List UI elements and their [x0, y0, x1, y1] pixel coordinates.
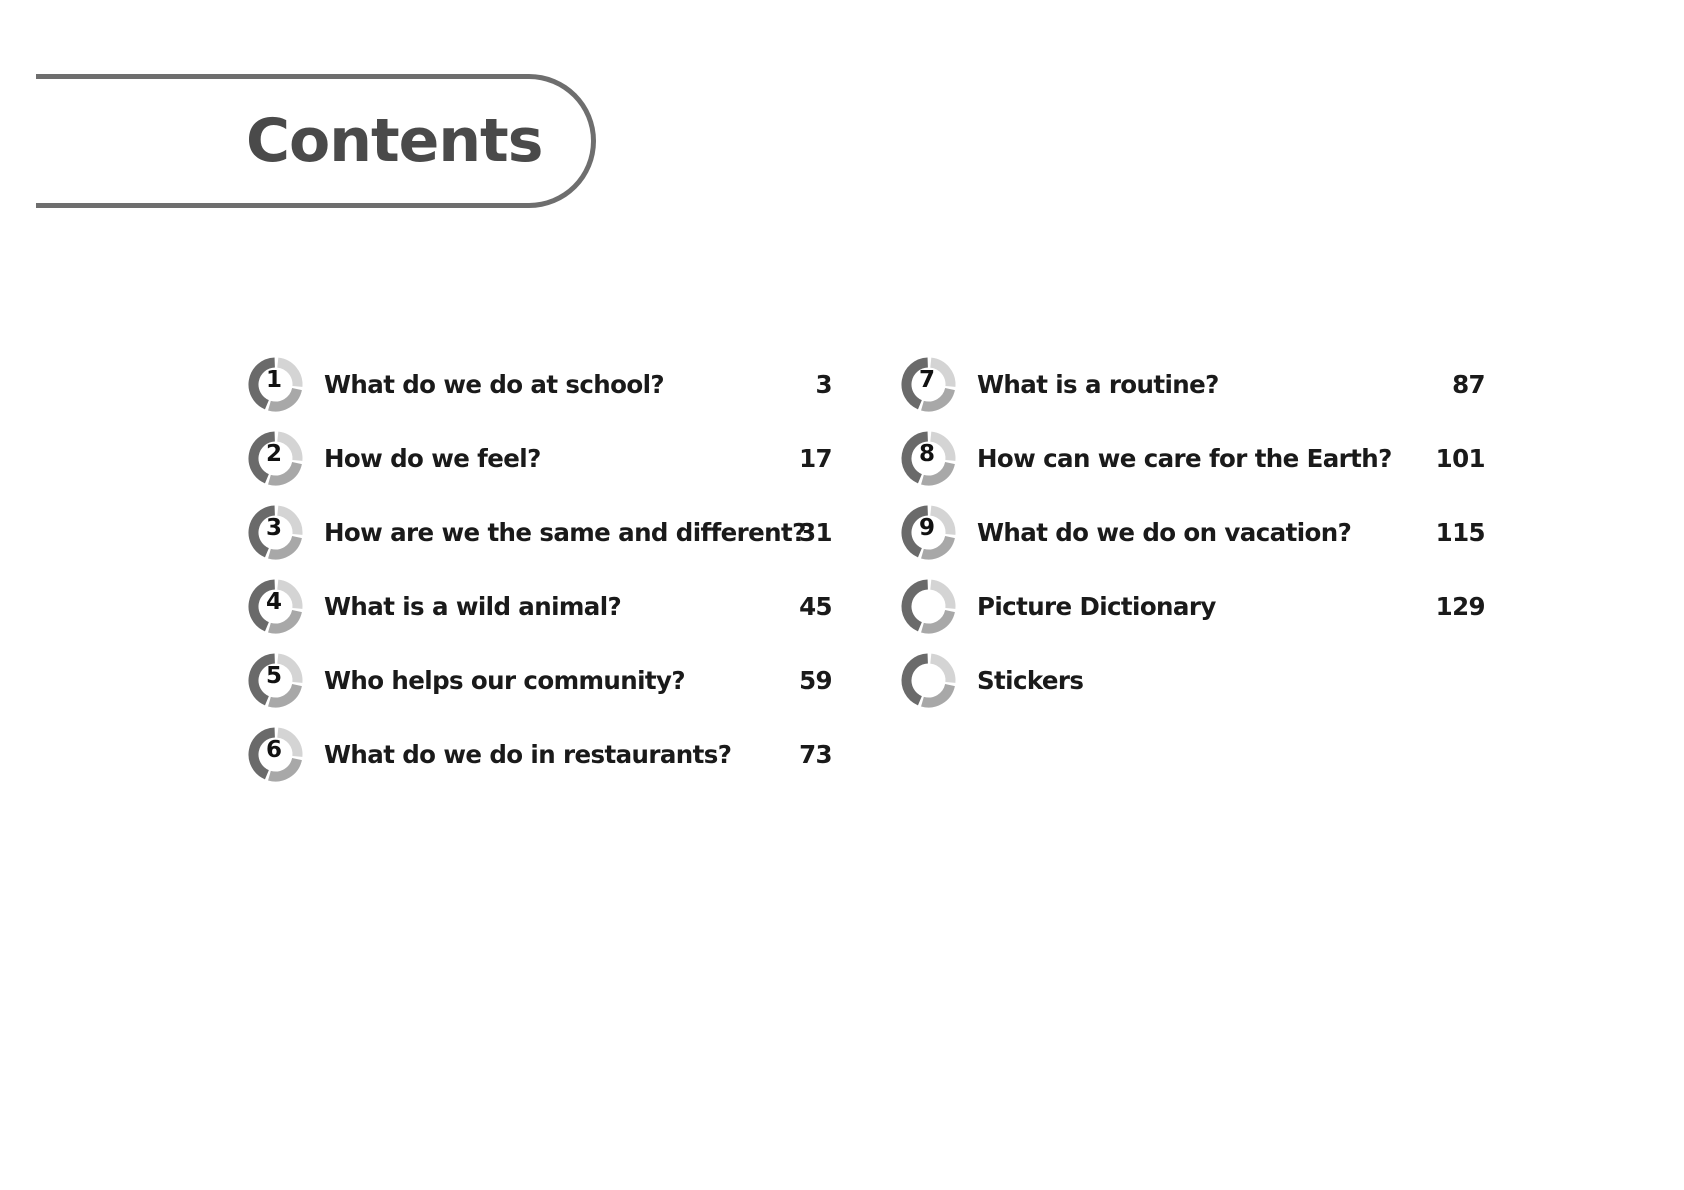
unit-number: 4	[265, 589, 282, 615]
unit-number: 9	[918, 515, 935, 541]
toc-item-title: What do we do at school?	[324, 370, 665, 399]
toc-item	[247, 726, 832, 800]
toc-item-title: What do we do in restaurants?	[324, 740, 732, 769]
toc-item-title: How can we care for the Earth?	[977, 444, 1392, 473]
toc-item-title: How are we the same and different?	[324, 518, 806, 547]
toc-item-page-number: 101	[1435, 444, 1485, 473]
toc-item-page-number: 31	[799, 518, 832, 547]
toc-item-page-number: 3	[815, 370, 832, 399]
unit-number: 3	[265, 515, 282, 541]
ring-icon	[900, 652, 957, 709]
toc-item-title: What is a routine?	[977, 370, 1219, 399]
toc-item-page-number: 73	[799, 740, 832, 769]
toc-item	[900, 430, 1485, 504]
toc-item	[247, 356, 832, 430]
unit-badge	[900, 504, 957, 561]
unit-badge	[247, 578, 304, 635]
unit-number: 5	[265, 663, 282, 689]
unit-number: 6	[265, 737, 282, 763]
toc-item	[247, 430, 832, 504]
unit-badge	[900, 356, 957, 413]
toc-item	[247, 504, 832, 578]
toc-column-left	[247, 356, 832, 800]
toc-item-page-number: 115	[1435, 518, 1485, 547]
unit-badge	[900, 578, 957, 635]
unit-badge	[900, 652, 957, 709]
unit-number: 8	[918, 441, 935, 467]
toc-item-title: What is a wild animal?	[324, 592, 622, 621]
toc-item	[247, 578, 832, 652]
unit-number: 1	[265, 367, 282, 393]
toc-item	[900, 578, 1485, 652]
unit-badge	[900, 430, 957, 487]
toc-item-page-number: 87	[1452, 370, 1485, 399]
unit-badge	[247, 356, 304, 413]
page-title: Contents	[246, 106, 543, 176]
toc-item	[900, 652, 1485, 726]
toc-item-page-number: 45	[799, 592, 832, 621]
toc-item-page-number: 17	[799, 444, 832, 473]
toc-item	[247, 652, 832, 726]
ring-icon	[900, 578, 957, 635]
unit-number: 7	[918, 367, 935, 393]
toc-item-title: How do we feel?	[324, 444, 541, 473]
toc-item-title: Picture Dictionary	[977, 592, 1216, 621]
toc-item-page-number: 59	[799, 666, 832, 695]
unit-badge	[247, 726, 304, 783]
toc-item	[900, 504, 1485, 578]
unit-badge	[247, 504, 304, 561]
unit-number: 2	[265, 441, 282, 467]
contents-banner	[36, 74, 596, 208]
toc-item-title: Stickers	[977, 666, 1084, 695]
toc-item-page-number: 129	[1435, 592, 1485, 621]
unit-badge	[247, 430, 304, 487]
toc-column-right	[900, 356, 1485, 726]
toc-item-title: What do we do on vacation?	[977, 518, 1352, 547]
unit-badge	[247, 652, 304, 709]
toc-item-title: Who helps our community?	[324, 666, 686, 695]
toc-item	[900, 356, 1485, 430]
